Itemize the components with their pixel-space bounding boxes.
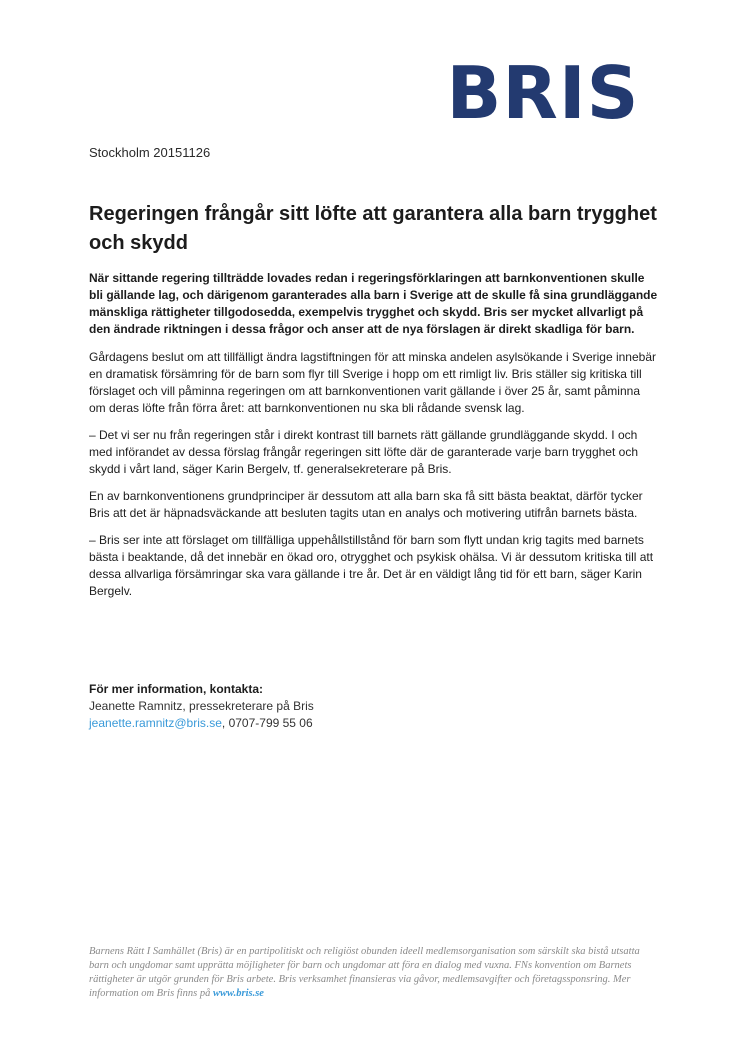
- bris-logo: BRIS: [446, 51, 640, 135]
- page-title: Regeringen frångår sitt löfte att garantera alla barn trygghet och skydd: [89, 203, 657, 254]
- paragraph: – Bris ser inte att förslaget om tillfälliga uppehållstillstånd för barn som flytt undan krig tagits med barnets bästa i beaktande, då det innebär en ökad oro, otrygghet och psykisk ohälsa. Vi är dessutom kritiska till att dessa allvarliga försämringar ska vara gällande i tre år. Det är en väldigt lång tid för ett barn, säger Karin Bergelv.: [89, 533, 654, 598]
- contact-heading: För mer information, kontakta:: [89, 682, 264, 696]
- article-body: [89, 270, 659, 610]
- contact-block: [89, 681, 659, 732]
- contact-details: [89, 715, 659, 732]
- contact-phone: , 0707-799 55 06: [221, 716, 313, 730]
- place-date: Stockholm 20151126: [89, 145, 211, 160]
- paragraph: En av barnkonventionens grundprinciper är dessutom att alla barn ska få sitt bästa beaktat, därför tycker Bris att det är häpnadsväckande att besluten tagits utan en analys och motivering utifrån barnets bästa.: [89, 489, 643, 520]
- footer-note: [89, 945, 659, 1001]
- contact-email-link[interactable]: jeanette.ramnitz@bris.se: [89, 716, 222, 730]
- footer-text: Barnens Rätt I Samhället (Bris) är en partipolitiskt och religiöst obunden ideell medlemsorganisation som särskilt ska bistå utsatta barn och ungdomar samt upprätta möjligheter för barn och ungdomar att föra en dialog med vuxna. FNs konvention om Barnets rättigheter är utgör grunden för Bris arbete. Bris verksamhet finansieras via gåvor, medlemsavgifter och företagssponsring. Mer information om Bris finns på: [89, 946, 640, 999]
- paragraph: Gårdagens beslut om att tillfälligt ändra lagstiftningen för att minska andelen asylsökande i Sverige innebär en dramatisk försämring för de barn som flyr till Sverige i hopp om ett rimligt liv. Bris ställer sig kritiska till förslaget och vill påminna regeringen om att barnkonventionen varit gällande i över 25 år, samt påminna om deras löfte från förra året: att barnkonventionen nu ska bli rådande svensk lag.: [89, 350, 656, 415]
- lead-paragraph: När sittande regering tillträdde lovades redan i regeringsförklaringen att barnkonventionen skulle bli gällande lag, och därigenom garanterades alla barn i Sverige att de skulle få sina grundläggande mänskliga rättigheter tillgodosedda, exempelvis trygghet och skydd. Bris ser mycket allvarligt på den ändrade riktningen i dessa frågor och anser att de nya förslagen är direkt skadliga för barn.: [89, 271, 658, 336]
- paragraph: – Det vi ser nu från regeringen står i direkt kontrast till barnets rätt gällande grundläggande skydd. I och med införandet av dessa förslag frångår regeringen sitt löfte där de garanterade varje barn trygghet och skydd i vårt land, säger Karin Bergelv, tf. generalsekreterare på Bris.: [89, 428, 638, 476]
- contact-name: Jeanette Ramnitz, pressekreterare på Bris: [89, 699, 314, 713]
- footer-website-link[interactable]: www.bris.se: [212, 988, 264, 999]
